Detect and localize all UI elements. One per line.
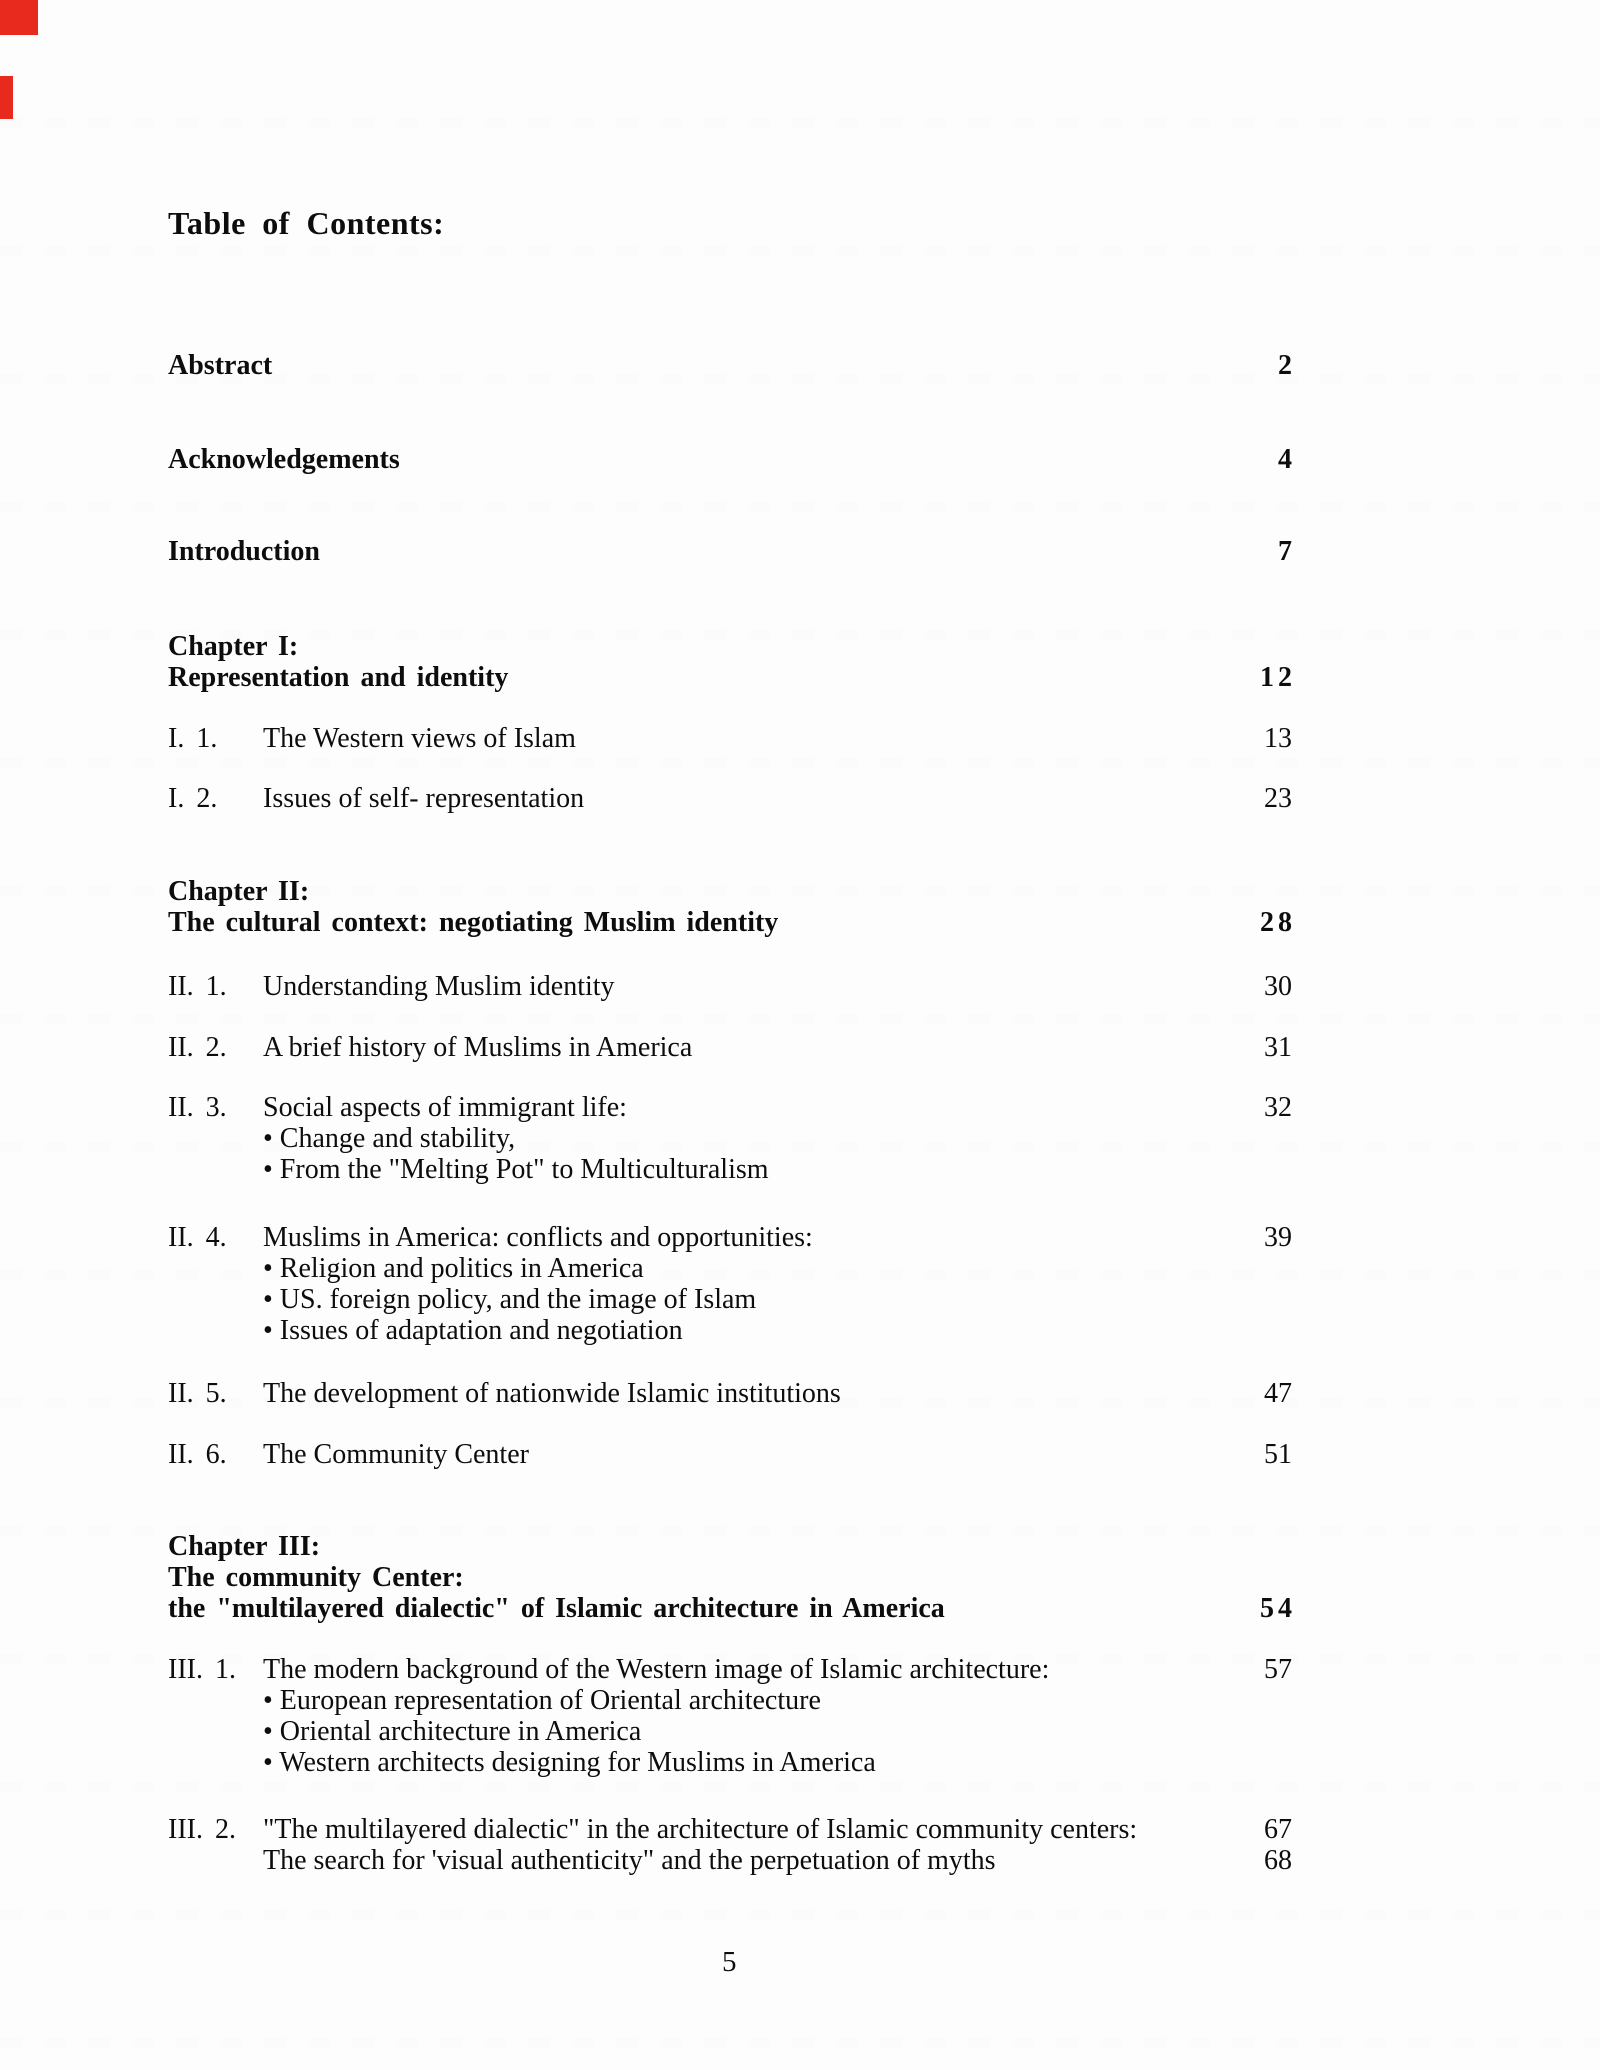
entry-page-number: 23 xyxy=(1264,783,1292,814)
toc-entry xyxy=(168,1092,1292,1185)
chapter-heading-line: Chapter I: xyxy=(168,631,299,662)
entry-title: "The multilayered dialectic" in the architecture of Islamic community centers: xyxy=(263,1814,1138,1845)
toc-entry xyxy=(168,1654,1292,1778)
bullet-item: • Religion and politics in America xyxy=(263,1253,644,1284)
entry-title: A brief history of Muslims in America xyxy=(263,1032,693,1063)
entry-page-number: 39 xyxy=(1264,1222,1292,1253)
entry-page-number: 30 xyxy=(1264,971,1292,1002)
entry-title: The development of nationwide Islamic institutions xyxy=(263,1378,841,1409)
scan-artifact-mark-left xyxy=(0,76,13,119)
entry-title: Issues of self- representation xyxy=(263,783,585,814)
entry-page-number: 51 xyxy=(1264,1439,1292,1470)
entry-number: II. 3. xyxy=(168,1092,227,1123)
entry-page-number: 67 xyxy=(1264,1814,1292,1845)
chapter-page-number: 54 xyxy=(1260,1593,1296,1624)
chapter-page-number: 12 xyxy=(1260,662,1296,693)
entry-number: III. 2. xyxy=(168,1814,236,1845)
entry-page-number: 47 xyxy=(1264,1378,1292,1409)
entry-number: II. 5. xyxy=(168,1378,227,1409)
entry-number: I. 1. xyxy=(168,723,218,754)
bullet-item: • Western architects designing for Muslims in America xyxy=(263,1747,876,1778)
toc-entry xyxy=(168,971,1292,1002)
chapter-heading-line: Chapter III: xyxy=(168,1531,321,1562)
entry-title: The modern background of the Western image of Islamic architecture: xyxy=(263,1654,1050,1685)
entry-title: Acknowledgements xyxy=(168,444,400,475)
chapter-heading-line: The cultural context: negotiating Muslim identity xyxy=(168,907,779,938)
entry-number: II. 2. xyxy=(168,1032,227,1063)
bullet-item: • From the "Melting Pot" to Multiculturalism xyxy=(263,1154,769,1185)
toc-entry xyxy=(168,1032,1292,1063)
entry-page-number: 13 xyxy=(1264,723,1292,754)
chapter-2-heading xyxy=(168,876,1296,938)
entry-continuation-text: The search for 'visual authenticity" and the perpetuation of myths xyxy=(263,1845,996,1876)
footer-page-number: 5 xyxy=(722,1946,737,1978)
toc-entry xyxy=(168,1222,1292,1346)
toc-entry-acknowledgements xyxy=(168,444,1292,475)
entry-title: Introduction xyxy=(168,536,320,567)
entry-title: Muslims in America: conflicts and opportunities: xyxy=(263,1222,813,1253)
entry-number: III. 1. xyxy=(168,1654,236,1685)
entry-number: II. 4. xyxy=(168,1222,227,1253)
chapter-heading-lines xyxy=(168,631,1248,693)
page-title: Table of Contents: xyxy=(168,205,445,241)
chapter-heading-lines xyxy=(168,1531,1248,1624)
toc-entry-introduction xyxy=(168,536,1292,567)
toc-entry xyxy=(168,783,1292,814)
entry-title: Social aspects of immigrant life: xyxy=(263,1092,627,1123)
bullet-item: • US. foreign policy, and the image of Islam xyxy=(263,1284,757,1315)
entry-page-number: 68 xyxy=(1264,1845,1292,1876)
chapter-3-heading xyxy=(168,1531,1296,1624)
chapter-heading-line: Representation and identity xyxy=(168,662,509,693)
entry-page-number: 7 xyxy=(1278,536,1292,567)
scan-artifact-mark-top xyxy=(0,0,38,35)
chapter-heading-lines xyxy=(168,876,1248,938)
toc-entry xyxy=(168,723,1292,754)
bullet-item: • Change and stability, xyxy=(263,1123,516,1154)
toc-entry xyxy=(168,1378,1292,1409)
entry-title: Understanding Muslim identity xyxy=(263,971,615,1002)
chapter-heading-line: the "multilayered dialectic" of Islamic architecture in America xyxy=(168,1593,945,1624)
toc-entry xyxy=(168,1439,1292,1470)
entry-number: I. 2. xyxy=(168,783,218,814)
chapter-page-number: 28 xyxy=(1260,907,1296,938)
entry-title: Abstract xyxy=(168,350,273,381)
entry-title: The Western views of Islam xyxy=(263,723,576,754)
entry-page-number: 2 xyxy=(1278,350,1292,381)
entry-page-number: 57 xyxy=(1264,1654,1292,1685)
bullet-item: • Issues of adaptation and negotiation xyxy=(263,1315,683,1346)
entry-title: The Community Center xyxy=(263,1439,529,1470)
chapter-heading-line: Chapter II: xyxy=(168,876,310,907)
bullet-item: • European representation of Oriental architecture xyxy=(263,1685,821,1716)
bullet-item: • Oriental architecture in America xyxy=(263,1716,642,1747)
entry-page-number: 32 xyxy=(1264,1092,1292,1123)
chapter-1-heading xyxy=(168,631,1296,693)
entry-page-number: 4 xyxy=(1278,444,1292,475)
chapter-heading-line: The community Center: xyxy=(168,1562,464,1593)
toc-entry-abstract xyxy=(168,350,1292,381)
entry-page-number: 31 xyxy=(1264,1032,1292,1063)
entry-number: II. 6. xyxy=(168,1439,227,1470)
toc-entry xyxy=(168,1814,1292,1876)
entry-number: II. 1. xyxy=(168,971,227,1002)
